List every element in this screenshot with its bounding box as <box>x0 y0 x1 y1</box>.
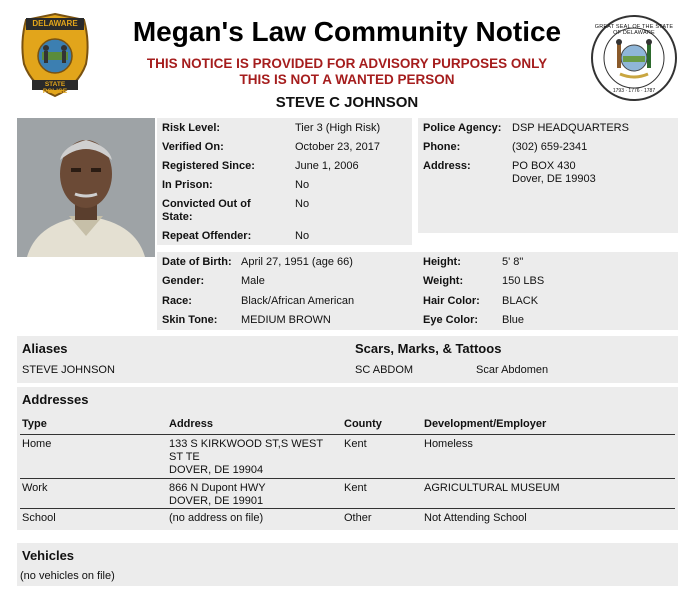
row-employer: AGRICULTURAL MUSEUM <box>424 482 560 494</box>
row-employer: Not Attending School <box>424 512 527 524</box>
person-name: STEVE C JOHNSON <box>275 94 419 111</box>
verified-value: October 23, 2017 <box>295 141 381 153</box>
hair-color-value: BLACK <box>502 295 539 307</box>
table-divider <box>20 434 675 435</box>
vehicles-note: (no vehicles on file) <box>20 570 115 582</box>
row-type: Home <box>22 438 52 450</box>
agency-address-line2: Dover, DE 19903 <box>512 173 596 185</box>
row-address-line: DOVER, DE 19904 <box>169 464 264 476</box>
agency-value: DSP HEADQUARTERS <box>512 122 629 134</box>
delaware-state-seal <box>590 14 678 102</box>
gender-label: Gender: <box>162 275 205 287</box>
phone-label: Phone: <box>423 141 461 153</box>
not-wanted-warning: THIS IS NOT A WANTED PERSON <box>239 72 455 87</box>
risk-level-label: Risk Level: <box>162 122 221 134</box>
row-address-line: (no address on file) <box>169 512 264 524</box>
risk-level-value: Tier 3 (High Risk) <box>295 122 381 134</box>
prison-value: No <box>295 179 310 191</box>
skin-tone-label: Skin Tone: <box>162 314 218 326</box>
height-value: 5' 8" <box>502 256 524 268</box>
gender-value: Male <box>241 275 265 287</box>
weight-label: Weight: <box>423 275 464 287</box>
badge-top-text: DELAWARE <box>32 19 78 28</box>
repeat-offender-value: No <box>295 230 310 242</box>
registered-label: Registered Since: <box>162 160 255 172</box>
convicted-value: No <box>295 198 310 210</box>
row-county: Kent <box>344 438 367 450</box>
verified-label: Verified On: <box>162 141 224 153</box>
race-label: Race: <box>162 295 192 307</box>
repeat-offender-label: Repeat Offender: <box>162 230 252 242</box>
column-type: Type <box>22 418 47 430</box>
registered-value: June 1, 2006 <box>295 160 359 172</box>
table-divider <box>20 508 675 509</box>
scar-code: SC ABDOM <box>355 364 414 376</box>
weight-value: 150 LBS <box>502 275 545 287</box>
offender-photo <box>17 118 155 257</box>
aliases-heading: Aliases <box>22 341 68 356</box>
hair-color-label: Hair Color: <box>423 295 480 307</box>
alias-item: STEVE JOHNSON <box>22 364 115 376</box>
row-address-line: DOVER, DE 19901 <box>169 495 264 507</box>
row-county: Kent <box>344 482 367 494</box>
dob-label: Date of Birth: <box>162 256 232 268</box>
prison-label: In Prison: <box>162 179 213 191</box>
eye-color-label: Eye Color: <box>423 314 479 326</box>
row-type: Work <box>22 482 48 494</box>
scar-description: Scar Abdomen <box>476 364 549 376</box>
vehicles-heading: Vehicles <box>22 548 75 563</box>
description-panel <box>157 252 678 330</box>
race-value: Black/African American <box>241 295 355 307</box>
row-type: School <box>22 512 56 524</box>
skin-tone-value: MEDIUM BROWN <box>241 314 331 326</box>
aliases-section <box>17 336 678 383</box>
page-title: Megan's Law Community Notice <box>132 16 562 47</box>
agency-address-line1: PO BOX 430 <box>512 160 576 172</box>
convicted-label-line1: Convicted Out of <box>162 198 251 210</box>
column-employer: Development/Employer <box>424 418 547 430</box>
seal-text: GREAT SEAL OF THE STATE OF DELAWARE <box>594 24 674 36</box>
row-county: Other <box>344 512 372 524</box>
eye-color-value: Blue <box>502 314 525 326</box>
seal-dates: 1793 · 1776 · 1787 <box>612 88 656 94</box>
column-address: Address <box>169 418 214 430</box>
phone-value: (302) 659-2341 <box>512 141 588 153</box>
convicted-label-line2: State: <box>162 211 193 223</box>
vehicles-section <box>17 543 678 586</box>
addresses-heading: Addresses <box>22 392 89 407</box>
badge-bottom-text: STATE POLICE <box>42 81 68 95</box>
row-address-line: 866 N Dupont HWY <box>169 482 266 494</box>
agency-label: Police Agency: <box>423 122 502 134</box>
table-divider <box>20 478 675 479</box>
row-address-line: 133 S KIRKWOOD ST,S WEST <box>169 438 324 450</box>
dob-value: April 27, 1951 (age 66) <box>241 256 353 268</box>
address-label: Address: <box>423 160 471 172</box>
scars-heading: Scars, Marks, & Tattoos <box>355 341 502 356</box>
advisory-warning: THIS NOTICE IS PROVIDED FOR ADVISORY PURPOSES ONLY <box>146 56 548 71</box>
row-address-line: ST TE <box>169 451 200 463</box>
row-employer: Homeless <box>424 438 473 450</box>
height-label: Height: <box>423 256 461 268</box>
column-county: County <box>344 418 382 430</box>
